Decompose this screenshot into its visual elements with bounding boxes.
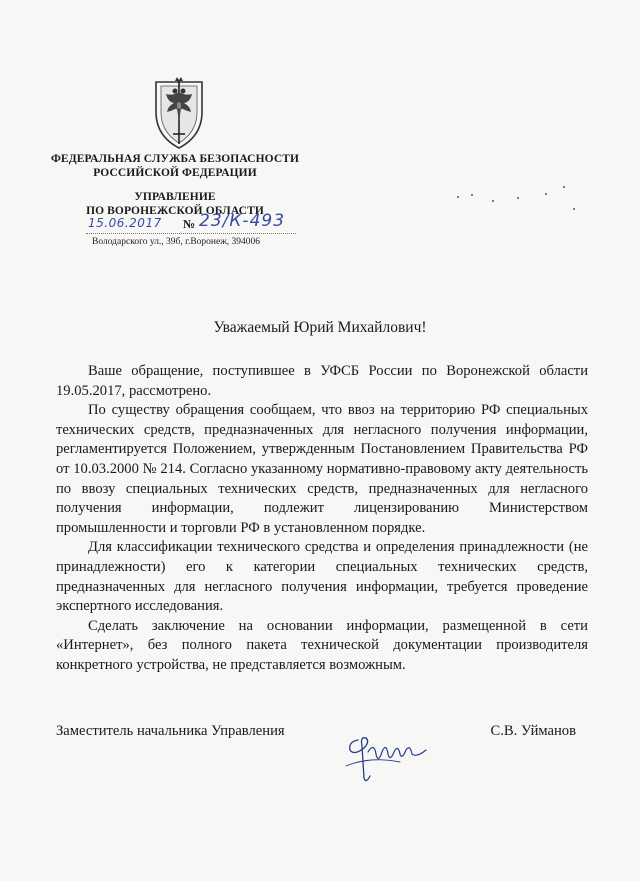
paragraph: Для классификации технического средства и определения принадлежности (не принадлежности) его к категории специальных технических средств, предназначенных для негласного получения информации, требуется проведение экспертного исследования.: [56, 539, 588, 615]
salutation: Уважаемый Юрий Михайлович!: [213, 319, 427, 336]
signer-position: Заместитель начальника Управления: [56, 723, 285, 739]
paragraph: Ваше обращение, поступившее в УФСБ России по Воронежской области 19.05.2017, рассмотрено.: [56, 363, 588, 399]
registration-underline: [86, 233, 296, 234]
fsb-emblem-icon: [150, 72, 208, 150]
registration-date: 15.06.2017: [88, 216, 162, 230]
registration-number: 23/К-493: [199, 211, 286, 231]
department-line1: УПРАВЛЕНИЕ: [134, 191, 216, 203]
number-sign: №: [183, 217, 196, 231]
letter-body: [56, 362, 588, 676]
handwritten-signature-icon: [340, 726, 440, 786]
org-name-line2: РОССИЙСКОЙ ФЕДЕРАЦИИ: [93, 167, 257, 179]
office-address: Володарского ул., 39б, г.Воронеж, 394006: [92, 237, 261, 247]
paragraph: По существу обращения сообщаем, что ввоз на территорию РФ специальных технических средств, предназначенных для негласного получения информации, регламентируется Положением, утвержденным Постановлением Правительства РФ от 10.03.2000 № 214. Согласно указанному нормативно-правовому акту деятельность по ввозу специальных технических средств, предназначенных для негласного получения информации, подлежит лицензированию Министерством промышленности и торговли РФ в установленном порядке.: [56, 402, 588, 536]
organization-header: [40, 152, 310, 218]
signer-name: С.В. Уйманов: [490, 723, 576, 739]
org-name-line1: ФЕДЕРАЛЬНАЯ СЛУЖБА БЕЗОПАСНОСТИ: [50, 153, 300, 165]
registration-line: [76, 213, 306, 235]
signature-block: [56, 723, 588, 745]
department-line2: ПО ВОРОНЕЖСКОЙ ОБЛАСТИ: [86, 205, 264, 217]
scan-specks: [455, 184, 585, 214]
paragraph: Сделать заключение на основании информации, размещенной в сети «Интернет», без полного пакета технической документации производителя конкретного устройства, не представляется возможным.: [56, 617, 588, 673]
